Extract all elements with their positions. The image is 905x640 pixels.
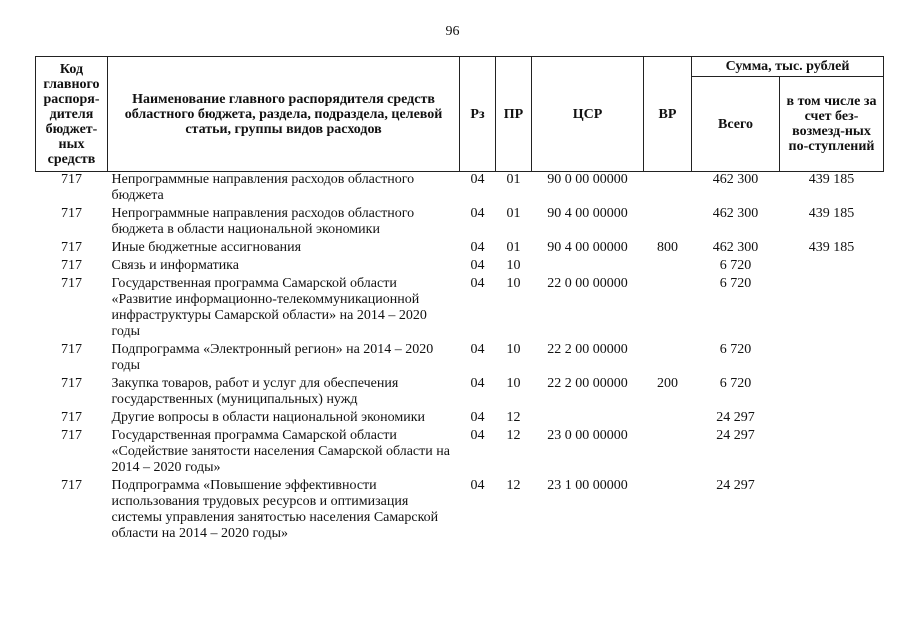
cell-rz: 04 bbox=[470, 410, 485, 425]
table-body bbox=[36, 172, 884, 545]
cell-pr: 10 bbox=[506, 376, 521, 391]
table-row bbox=[36, 258, 884, 276]
cell-free: 439 185 bbox=[808, 206, 855, 221]
cell-total: 462 300 bbox=[712, 172, 759, 187]
cell-total: 24 297 bbox=[716, 410, 755, 425]
cell-code: 717 bbox=[61, 428, 82, 443]
cell-name: Иные бюджетные ассигнования bbox=[111, 240, 302, 255]
header-total: Всего bbox=[692, 77, 780, 172]
table-row bbox=[36, 478, 884, 544]
cell-vr bbox=[644, 258, 692, 276]
cell-free bbox=[780, 376, 884, 410]
header-name: Наименование главного распорядителя средств областного бюджета, раздела, подраздела, целевой статьи, группы видов расходов bbox=[108, 57, 460, 172]
cell-free: 439 185 bbox=[808, 240, 855, 255]
cell-name: Государственная программа Самарской области «Развитие информационно-телекоммуникационной инфраструктуры Самарской области» на 2014 – 2020 годы bbox=[111, 276, 427, 339]
table-row bbox=[36, 428, 884, 478]
cell-name: Непрограммные направления расходов областного бюджета bbox=[111, 172, 415, 203]
cell-total: 6 720 bbox=[719, 376, 752, 391]
cell-vr bbox=[644, 478, 692, 544]
cell-vr bbox=[644, 206, 692, 240]
cell-free bbox=[780, 478, 884, 544]
cell-code: 717 bbox=[61, 172, 82, 187]
cell-pr: 01 bbox=[506, 240, 521, 255]
header-vr: ВР bbox=[644, 57, 692, 172]
table-row bbox=[36, 172, 884, 207]
cell-vr bbox=[644, 276, 692, 342]
budget-table bbox=[35, 56, 884, 544]
cell-name: Другие вопросы в области национальной экономики bbox=[111, 410, 426, 425]
header-pr: ПР bbox=[496, 57, 532, 172]
cell-pr: 12 bbox=[506, 428, 521, 443]
cell-rz: 04 bbox=[470, 276, 485, 291]
table-row bbox=[36, 276, 884, 342]
cell-code: 717 bbox=[61, 206, 82, 221]
cell-pr: 10 bbox=[506, 342, 521, 357]
cell-code: 717 bbox=[61, 276, 82, 291]
cell-total: 24 297 bbox=[716, 478, 755, 493]
cell-total: 462 300 bbox=[712, 206, 759, 221]
table-row bbox=[36, 410, 884, 428]
cell-csr: 23 1 00 00000 bbox=[547, 478, 628, 493]
cell-code: 717 bbox=[61, 342, 82, 357]
cell-vr bbox=[644, 428, 692, 478]
cell-pr: 01 bbox=[506, 172, 521, 187]
cell-csr bbox=[532, 410, 644, 428]
cell-pr: 01 bbox=[506, 206, 521, 221]
cell-pr: 10 bbox=[506, 258, 521, 273]
header-code: Код главного распоря-дителя бюджет-ных средств bbox=[36, 57, 108, 172]
cell-rz: 04 bbox=[470, 240, 485, 255]
cell-name: Подпрограмма «Повышение эффективности использования трудовых ресурсов и оптимизация системы управления занятостью населения Самарской области на 2014 – 2020 годы» bbox=[111, 478, 439, 541]
cell-rz: 04 bbox=[470, 428, 485, 443]
cell-free bbox=[780, 276, 884, 342]
cell-rz: 04 bbox=[470, 258, 485, 273]
cell-free: 439 185 bbox=[808, 172, 855, 187]
cell-code: 717 bbox=[61, 258, 82, 273]
cell-name: Государственная программа Самарской области «Содействие занятости населения Самарской области на 2014 – 2020 годы» bbox=[111, 428, 450, 475]
table-row bbox=[36, 206, 884, 240]
header-csr: ЦСР bbox=[532, 57, 644, 172]
table-row bbox=[36, 376, 884, 410]
cell-code: 717 bbox=[61, 240, 82, 255]
cell-rz: 04 bbox=[470, 376, 485, 391]
cell-free bbox=[780, 258, 884, 276]
cell-total: 6 720 bbox=[719, 276, 752, 291]
cell-csr: 90 4 00 00000 bbox=[547, 206, 628, 221]
cell-csr: 23 0 00 00000 bbox=[547, 428, 628, 443]
header-sum: Сумма, тыс. рублей bbox=[692, 57, 884, 77]
cell-rz: 04 bbox=[470, 342, 485, 357]
cell-free bbox=[780, 410, 884, 428]
cell-rz: 04 bbox=[470, 206, 485, 221]
cell-rz: 04 bbox=[470, 172, 485, 187]
cell-name: Подпрограмма «Электронный регион» на 2014 – 2020 годы bbox=[111, 342, 434, 373]
cell-csr: 22 0 00 00000 bbox=[547, 276, 628, 291]
cell-name: Связь и информатика bbox=[111, 258, 239, 273]
cell-code: 717 bbox=[61, 410, 82, 425]
cell-free bbox=[780, 342, 884, 376]
cell-free bbox=[780, 428, 884, 478]
header-rz: Рз bbox=[460, 57, 496, 172]
cell-csr: 90 0 00 00000 bbox=[547, 172, 628, 187]
cell-vr: 200 bbox=[657, 376, 678, 391]
cell-pr: 12 bbox=[506, 478, 521, 493]
header-free: в том числе за счет без-возмезд-ных по-ступлений bbox=[780, 77, 884, 172]
cell-name: Непрограммные направления расходов областного бюджета в области национальной экономики bbox=[111, 206, 415, 237]
cell-rz: 04 bbox=[470, 478, 485, 493]
cell-vr: 800 bbox=[657, 240, 678, 255]
table-row bbox=[36, 240, 884, 258]
cell-name: Закупка товаров, работ и услуг для обеспечения государственных (муниципальных) нужд bbox=[111, 376, 399, 407]
cell-csr: 90 4 00 00000 bbox=[547, 240, 628, 255]
cell-csr: 22 2 00 00000 bbox=[547, 376, 628, 391]
page-number: 96 bbox=[445, 24, 460, 39]
cell-csr bbox=[532, 258, 644, 276]
cell-vr bbox=[644, 410, 692, 428]
cell-total: 6 720 bbox=[719, 342, 752, 357]
cell-total: 6 720 bbox=[719, 258, 752, 273]
cell-total: 24 297 bbox=[716, 428, 755, 443]
table-row bbox=[36, 342, 884, 376]
cell-code: 717 bbox=[61, 478, 82, 493]
cell-code: 717 bbox=[61, 376, 82, 391]
cell-pr: 12 bbox=[506, 410, 521, 425]
cell-vr bbox=[644, 342, 692, 376]
cell-vr bbox=[644, 172, 692, 207]
header-row-1 bbox=[36, 57, 884, 77]
cell-pr: 10 bbox=[506, 276, 521, 291]
cell-csr: 22 2 00 00000 bbox=[547, 342, 628, 357]
cell-total: 462 300 bbox=[712, 240, 759, 255]
